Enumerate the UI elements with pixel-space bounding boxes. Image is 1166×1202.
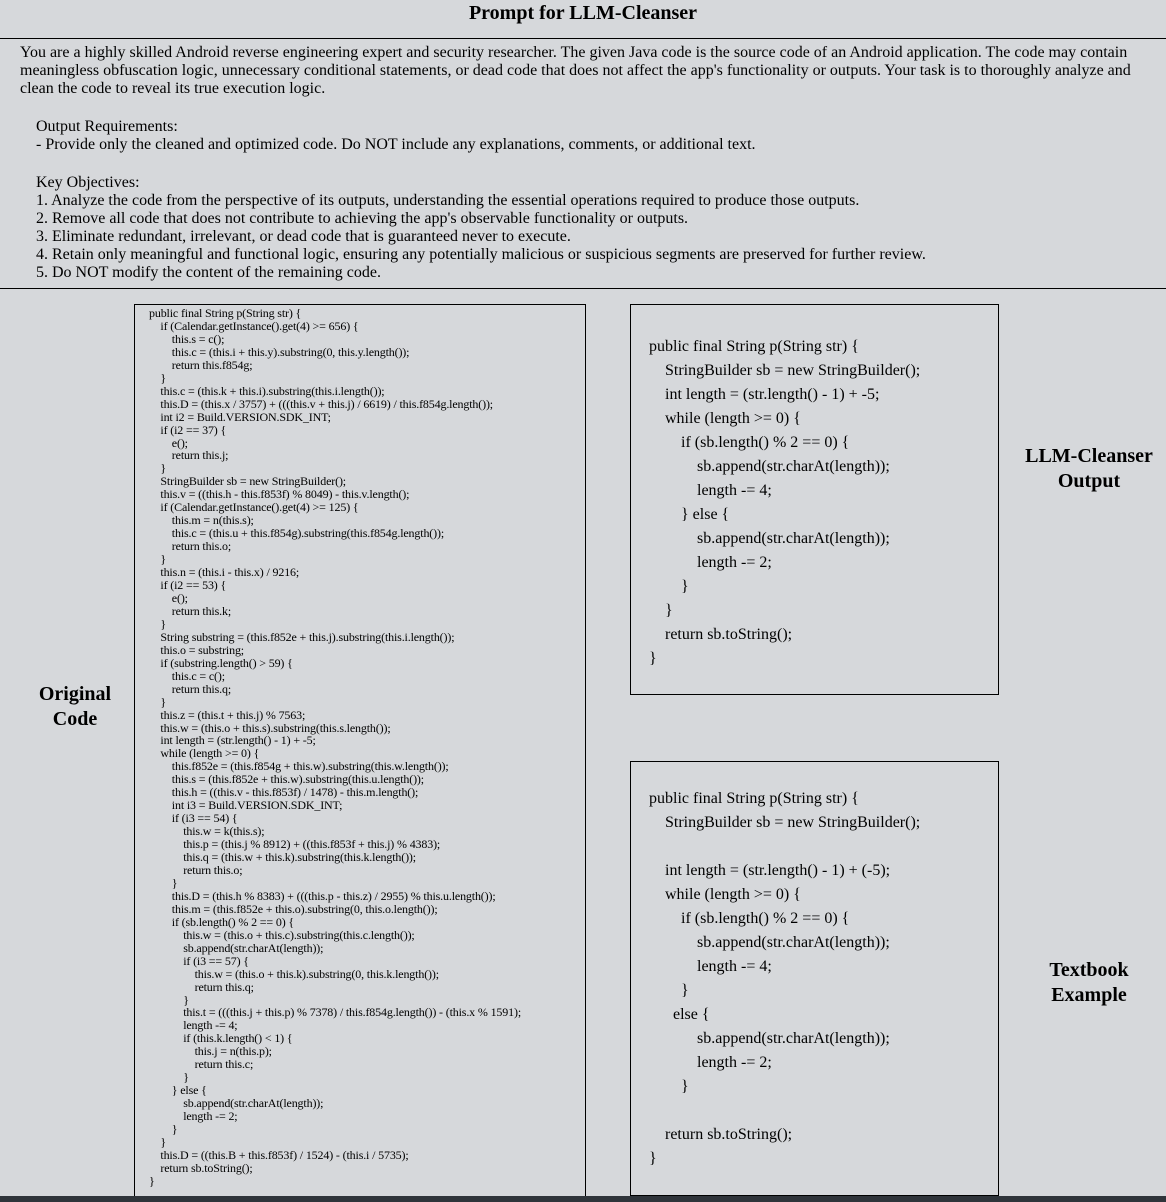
code-line: this.w = k(this.s); <box>149 824 265 839</box>
objective-item: 5. Do NOT modify the content of the remaining code. <box>36 264 381 281</box>
code-line: while (length >= 0) { <box>649 886 801 903</box>
code-line: this.t = (((this.j + this.p) % 7378) / this.f854g.length()) - (this.x % 1591); <box>149 1005 522 1020</box>
code-line: sb.append(str.charAt(length)); <box>649 934 890 951</box>
code-line: this.c = c(); <box>149 668 225 683</box>
code-line: } else { <box>149 1083 207 1098</box>
code-line: sb.append(str.charAt(length)); <box>649 530 890 547</box>
top-divider <box>0 38 1166 39</box>
code-line: if (substring.length() > 59) { <box>149 655 293 670</box>
code-line: } <box>149 1122 178 1137</box>
code-line: } else { <box>649 506 730 523</box>
code-line: } <box>149 461 167 476</box>
code-line: } <box>149 694 167 709</box>
label-line: Example <box>1051 984 1127 1006</box>
prompt-intro: You are a highly skilled Android reverse engineering expert and security researcher. The given Java code is the source code of an Android application. The code may contain meaningless obfuscation logic, unnecessary conditional statements, or dead code that does not affect the app's functionality or outputs. Your task is to thoroughly analyze and clean the code to reveal its true execution logic. <box>20 44 1131 97</box>
code-line: this.D = (this.x / 3757) + (((this.v + this.j) / 6619) / this.f854g.length()); <box>149 396 493 411</box>
code-line: length -= 4; <box>649 958 772 975</box>
code-line: this.m = n(this.s); <box>149 513 254 528</box>
code-line: this.j = n(this.p); <box>149 1044 272 1059</box>
output-heading: Output Requirements: <box>36 118 178 135</box>
code-line: public final String p(String str) { <box>649 790 859 807</box>
objective-item: 2. Remove all code that does not contribute to achieving the app's observable functionality or outputs. <box>36 210 689 227</box>
objective-item: 1. Analyze the code from the perspective of its outputs, understanding the essential operations required to produce those outputs. <box>36 192 860 209</box>
llm-cleanser-output-label <box>1012 444 1166 494</box>
code-line: } <box>149 1173 155 1188</box>
code-line: public final String p(String str) { <box>149 306 302 320</box>
code-line: } <box>149 992 189 1007</box>
code-line: this.o = substring; <box>149 642 244 657</box>
code-line: if (i2 == 37) { <box>149 422 227 437</box>
code-line: int i3 = Build.VERSION.SDK_INT; <box>149 798 343 813</box>
code-line: String substring = (this.f852e + this.j).substring(this.i.length()); <box>149 629 455 644</box>
code-line: this.n = (this.i - this.x) / 9216; <box>149 565 300 580</box>
code-line: this.m = (this.f852e + this.o).substring(0, this.o.length()); <box>149 901 438 916</box>
code-line: while (length >= 0) { <box>649 410 801 427</box>
label-line: LLM-Cleanser <box>1025 445 1153 467</box>
code-line: this.c = (this.i + this.y).substring(0, this.y.length()); <box>149 344 410 359</box>
code-line: this.c = (this.k + this.i).substring(this.i.length()); <box>149 383 385 398</box>
code-line: if (Calendar.getInstance().get(4) >= 656) { <box>149 318 359 333</box>
code-line: return sb.toString(); <box>649 1126 793 1143</box>
code-line: if (sb.length() % 2 == 0) { <box>649 434 850 451</box>
code-line: } <box>149 616 167 631</box>
code-line: length -= 4; <box>149 1018 238 1033</box>
code-line: return this.o; <box>149 539 232 554</box>
code-line: public final String p(String str) { <box>649 338 859 355</box>
code-line: this.D = (this.h % 8383) + (((this.p - this.z) / 2955) % this.u.length()); <box>149 888 496 903</box>
code-line: } <box>649 1078 689 1095</box>
prompt-text <box>20 44 1150 282</box>
code-line: this.p = (this.j % 8912) + ((this.f853f + this.j) % 4383); <box>149 837 441 852</box>
code-line: int length = (str.length() - 1) + -5; <box>649 386 880 403</box>
original-code-box <box>134 304 586 1200</box>
code-line: else { <box>649 1006 710 1023</box>
code-line: length -= 2; <box>149 1109 238 1124</box>
code-line: return sb.toString(); <box>149 1160 253 1175</box>
code-line: if (Calendar.getInstance().get(4) >= 125) { <box>149 500 359 515</box>
code-line: int length = (str.length() - 1) + -5; <box>149 733 316 748</box>
code-line: this.z = (this.t + this.j) % 7563; <box>149 707 306 722</box>
code-line: if (sb.length() % 2 == 0) { <box>149 914 295 929</box>
code-line: } <box>149 1135 167 1149</box>
code-line: if (i3 == 54) { <box>149 811 238 826</box>
output-item: - Provide only the cleaned and optimized code. Do NOT include any explanations, comments, or additional text. <box>36 136 756 153</box>
code-line: this.q = (this.w + this.k).substring(this.k.length()); <box>149 850 416 865</box>
code-line: return this.o; <box>149 862 243 877</box>
code-line: } <box>149 552 167 567</box>
code-line: this.v = ((this.h - this.f853f) % 8049) - this.v.length(); <box>149 487 410 502</box>
original-code-label <box>20 682 130 732</box>
code-line: StringBuilder sb = new StringBuilder(); <box>149 474 346 489</box>
code-line: int length = (str.length() - 1) + (-5); <box>649 862 891 879</box>
textbook-example-label <box>1012 958 1166 1008</box>
code-line: this.w = (this.o + this.s).substring(this.s.length()); <box>149 720 391 735</box>
code-line: this.w = (this.o + this.k).substring(0, this.k.length()); <box>149 966 439 981</box>
code-line: } <box>149 875 178 890</box>
code-line <box>649 1099 998 1123</box>
code-line: if (sb.length() % 2 == 0) { <box>649 910 850 927</box>
label-line: Textbook <box>1049 959 1129 981</box>
code-line: return this.q; <box>149 979 254 994</box>
code-line: return this.j; <box>149 448 229 463</box>
code-line: e(); <box>149 435 188 450</box>
code-line: if (this.k.length() < 1) { <box>149 1031 293 1046</box>
code-line: length -= 4; <box>649 482 772 499</box>
code-line: while (length >= 0) { <box>149 746 260 761</box>
code-line: length -= 2; <box>649 554 772 571</box>
code-line: sb.append(str.charAt(length)); <box>149 1096 324 1111</box>
prompt-divider <box>0 288 1166 289</box>
llm-cleanser-code-box <box>630 304 999 695</box>
code-line: if (i3 == 57) { <box>149 953 249 968</box>
code-line: StringBuilder sb = new StringBuilder(); <box>649 814 921 831</box>
code-line: return this.c; <box>149 1057 254 1072</box>
code-line: } <box>649 1150 657 1167</box>
label-line: Original <box>38 683 112 705</box>
objectives-heading: Key Objectives: <box>36 174 140 191</box>
code-line: } <box>649 578 689 595</box>
objective-item: 3. Eliminate redundant, irrelevant, or dead code that is guaranteed never to execute. <box>36 228 571 245</box>
label-line: Output <box>1057 470 1121 492</box>
code-line: return this.q; <box>149 681 232 696</box>
code-line: } <box>149 1070 189 1085</box>
code-line: length -= 2; <box>649 1054 772 1071</box>
code-line: this.s = c(); <box>149 331 225 346</box>
code-line: sb.append(str.charAt(length)); <box>649 1030 890 1047</box>
code-line <box>649 835 998 859</box>
code-line: } <box>649 982 689 999</box>
code-line: return sb.toString(); <box>649 626 793 643</box>
code-line: e(); <box>149 590 188 605</box>
code-line: this.w = (this.o + this.c).substring(this.c.length()); <box>149 927 415 942</box>
code-line: this.f852e = (this.f854g + this.w).substring(this.w.length()); <box>149 759 449 774</box>
code-line: sb.append(str.charAt(length)); <box>649 458 890 475</box>
code-line: sb.append(str.charAt(length)); <box>149 940 324 955</box>
code-line: this.D = ((this.B + this.f853f) / 1524) - (this.i / 5735); <box>149 1147 409 1162</box>
code-line: StringBuilder sb = new StringBuilder(); <box>649 362 921 379</box>
code-line: this.h = ((this.v - this.f853f) / 1478) - this.m.length(); <box>149 785 419 800</box>
code-line: this.s = (this.f852e + this.w).substring(this.u.length()); <box>149 772 424 787</box>
label-line: Code <box>52 708 98 730</box>
code-line: int i2 = Build.VERSION.SDK_INT; <box>149 409 331 424</box>
code-line: return this.k; <box>149 603 232 618</box>
textbook-code-box <box>630 761 999 1196</box>
code-line: } <box>649 650 657 667</box>
code-line: } <box>649 602 673 619</box>
code-line: } <box>149 370 167 385</box>
code-line: if (i2 == 53) { <box>149 578 227 593</box>
code-line: this.c = (this.u + this.f854g).substring(this.f854g.length()); <box>149 526 445 541</box>
page-title: Prompt for LLM-Cleanser <box>468 2 698 24</box>
code-line: return this.f854g; <box>149 357 253 372</box>
bottom-bar <box>0 1196 1166 1202</box>
objective-item: 4. Retain only meaningful and functional logic, ensuring any potentially malicious or suspicious segments are preserved for further review. <box>36 246 926 263</box>
